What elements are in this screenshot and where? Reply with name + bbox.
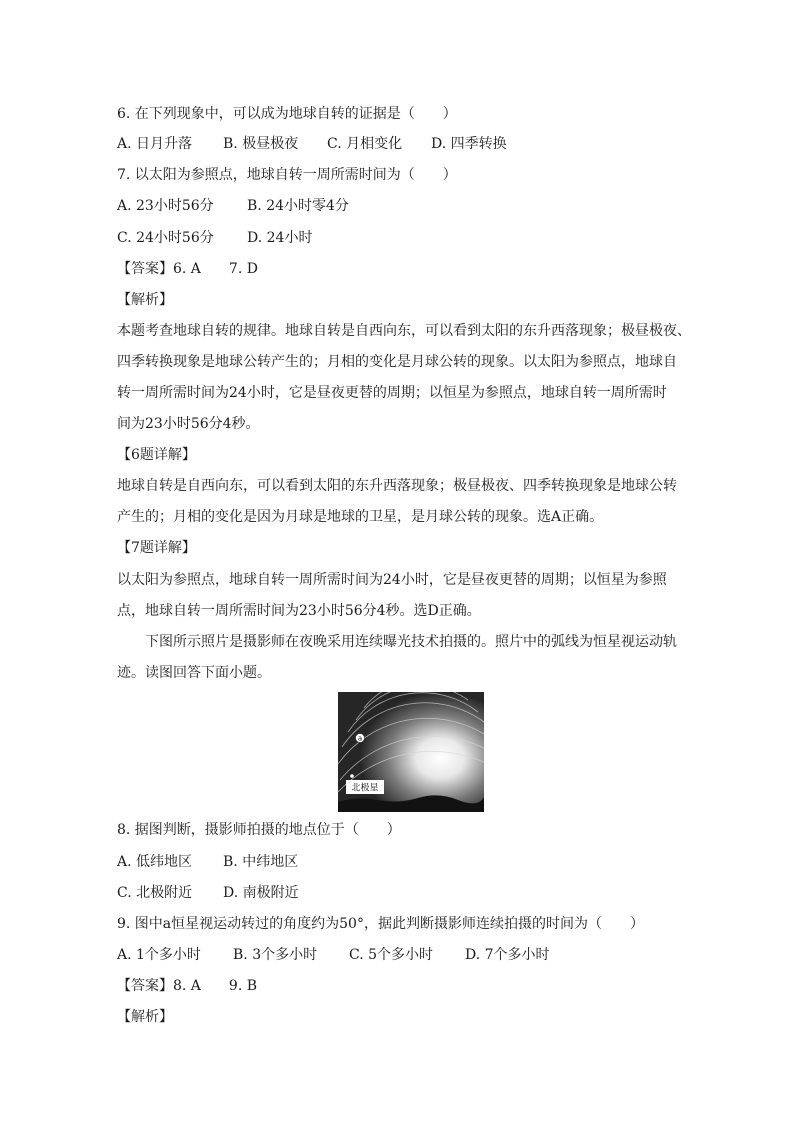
- intro-line-2: 迹。读图回答下面小题。: [117, 665, 271, 681]
- q8-option-b: B. 中纬地区: [223, 854, 299, 870]
- star-a-label: a: [357, 734, 363, 743]
- q7-option-a: A. 23小时56分: [117, 198, 214, 214]
- q7-options-row2: [117, 228, 312, 248]
- q8-options-row1: [117, 852, 298, 872]
- q7-option-c: C. 24小时56分: [117, 230, 214, 246]
- detail-7-label: 【7题详解】: [117, 540, 196, 556]
- polaris-label: 北极星: [351, 783, 379, 794]
- q6-option-d: D. 四季转换: [431, 136, 507, 152]
- detail-6-label: 【6题详解】: [117, 447, 196, 463]
- detail-7-line-1: 以太阳为参照点，地球自转一周所需时间为24小时，它是昼夜更替的周期；以恒星为参照: [117, 572, 667, 588]
- analysis-1-line-1: 本题考查地球自转的规律。地球自转是自西向东，可以看到太阳的东升西落现象；极昼极夜、: [117, 323, 691, 339]
- q6-option-c: C. 月相变化: [327, 136, 403, 152]
- q6-option-b: B. 极昼极夜: [223, 136, 299, 152]
- q6-stem: 6. 在下列现象中，可以成为地球自转的证据是（ ）: [117, 106, 457, 122]
- q6-option-a: A. 日月升落: [117, 136, 193, 152]
- q9-option-c: C. 5个多小时: [349, 947, 434, 963]
- q9-stem: 9. 图中a恒星视运动转过的角度约为50°，据此判断摄影师连续拍摄的时间为（ ）: [117, 916, 644, 932]
- q9-option-b: B. 3个多小时: [233, 947, 318, 963]
- analysis-1-line-2: 四季转换现象是地球公转产生的；月相的变化是月球公转的现象。以太阳为参照点，地球自: [117, 354, 677, 370]
- q8-option-c: C. 北极附近: [117, 885, 193, 901]
- q9-option-d: D. 7个多小时: [465, 947, 550, 963]
- analysis-label-1: 【解析】: [117, 292, 173, 308]
- analysis-1-line-3: 转一周所需时间为24小时，它是昼夜更替的周期；以恒星为参照点，地球自转一周所需时: [117, 385, 667, 401]
- q6-options: [117, 134, 507, 154]
- q9-options: [117, 945, 550, 965]
- q7-option-b: B. 24小时零4分: [247, 198, 349, 214]
- detail-6-line-1: 地球自转是自西向东，可以看到太阳的东升西落现象；极昼极夜、四季转换现象是地球公转: [117, 478, 677, 494]
- q8-option-d: D. 南极附近: [223, 885, 299, 901]
- polaris-dot: [350, 774, 354, 778]
- q7-stem: 7. 以太阳为参照点，地球自转一周所需时间为（ ）: [117, 167, 457, 183]
- analysis-1-line-4: 间为23小时56分4秒。: [117, 416, 260, 432]
- star-trail-photo: [338, 692, 484, 812]
- q7-option-d: D. 24小时: [247, 230, 313, 246]
- answer-6-7: 【答案】6. A 7. D: [117, 261, 258, 277]
- detail-6-line-2: 产生的；月相的变化是因为月球是地球的卫星，是月球公转的现象。选A正确。: [117, 509, 604, 525]
- answer-8-9: 【答案】8. A 9. B: [117, 978, 258, 994]
- star-trail-image: [338, 692, 484, 812]
- q7-options-row1: [117, 196, 349, 216]
- q8-option-a: A. 低纬地区: [117, 854, 193, 870]
- analysis-label-2: 【解析】: [117, 1009, 173, 1025]
- detail-7-line-2: 点，地球自转一周所需时间为23小时56分4秒。选D正确。: [117, 603, 481, 619]
- q8-options-row2: [117, 883, 299, 903]
- q8-stem: 8. 据图判断，摄影师拍摄的地点位于（ ）: [117, 822, 401, 838]
- q9-option-a: A. 1个多小时: [117, 947, 201, 963]
- intro-line-1: 下图所示照片是摄影师在夜晚采用连续曝光技术拍摄的。照片中的弧线为恒星视运动轨: [117, 634, 677, 650]
